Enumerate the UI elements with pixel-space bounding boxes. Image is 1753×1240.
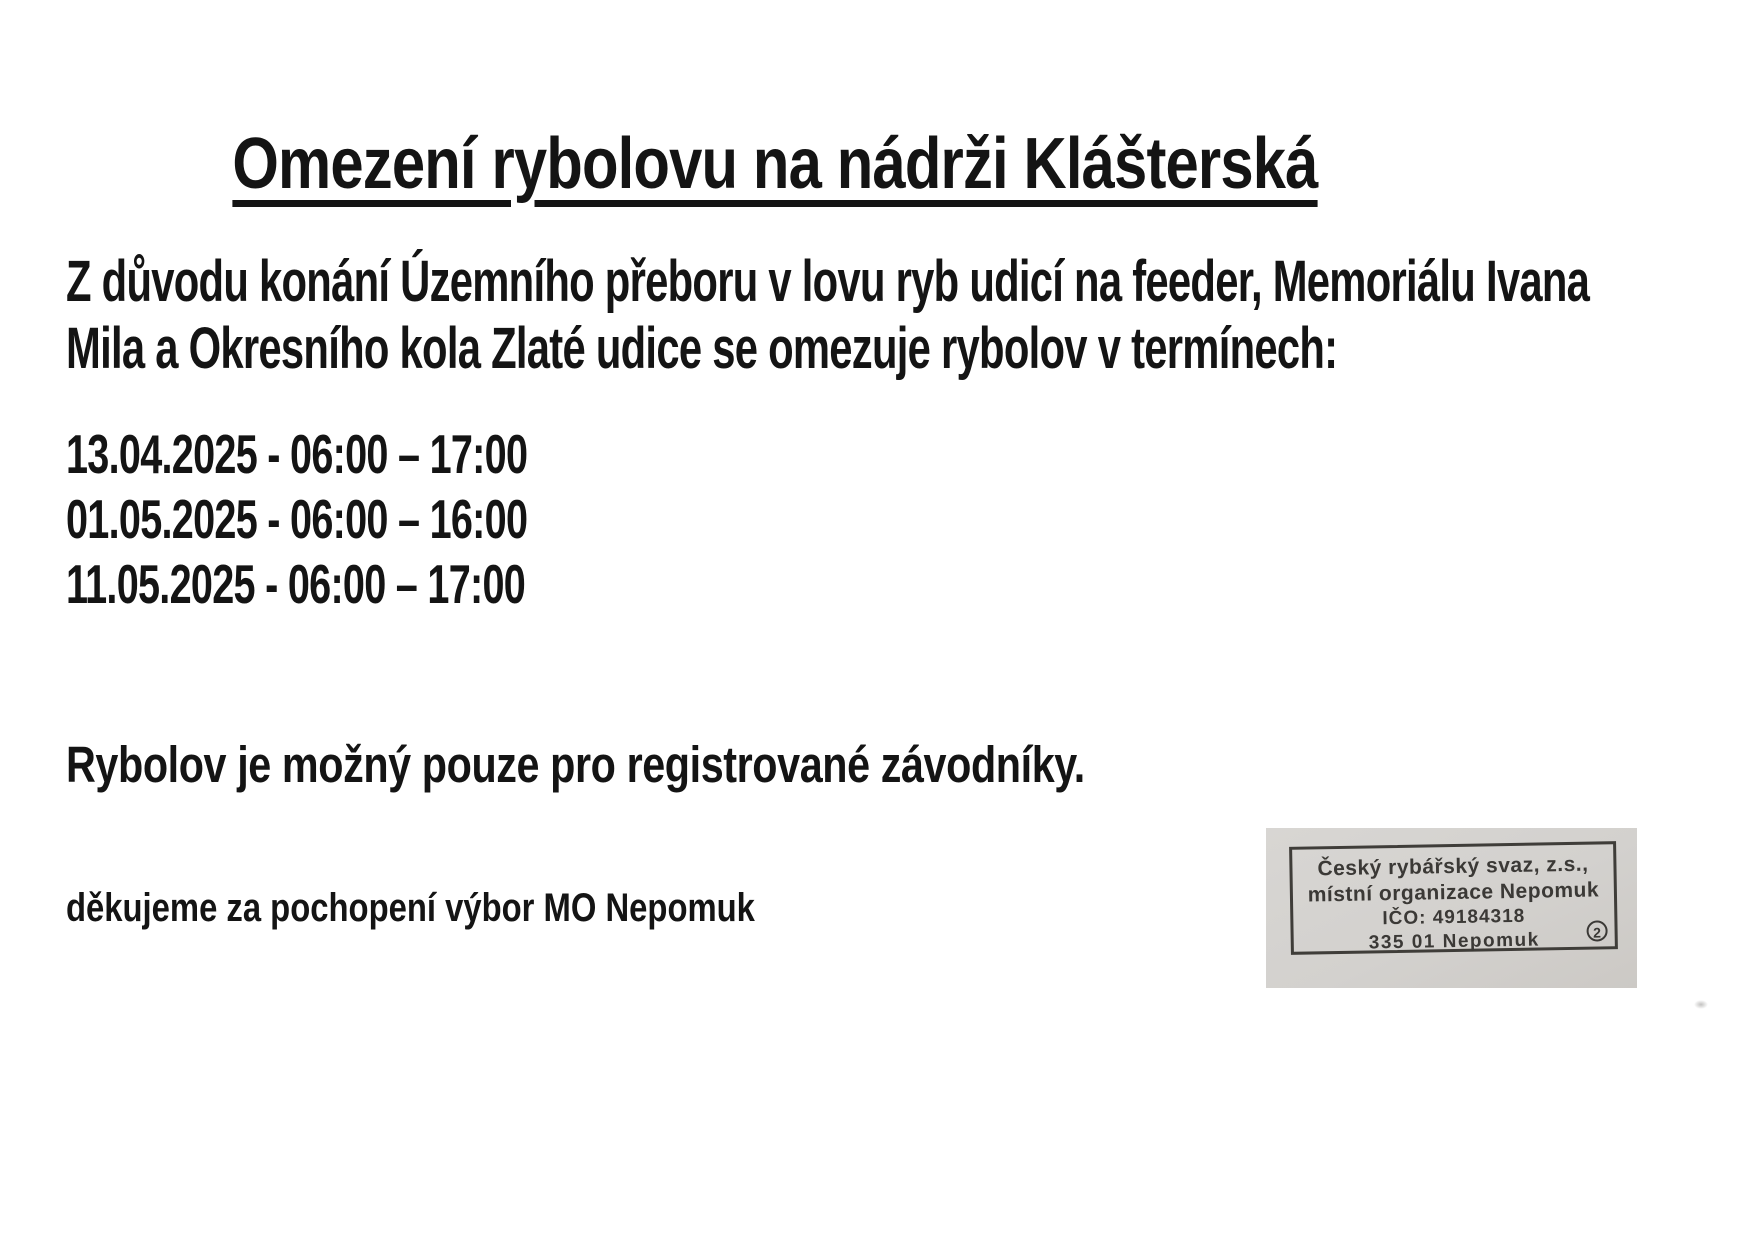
registration-note: Rybolov je možný pouze pro registrované závodníky. <box>66 736 1085 793</box>
stamp-badge-number: 2 <box>1586 920 1607 941</box>
intro-paragraph <box>66 248 1589 382</box>
restriction-date-row-1: 13.04.2025 - 06:00 – 17:00 <box>66 423 528 485</box>
stamp-address: 335 01 Nepomuk <box>1368 929 1540 954</box>
org-stamp <box>1289 841 1618 955</box>
stamp-photo <box>1266 828 1637 988</box>
stamp-org-name: Český rybářský svaz, z.s., <box>1317 852 1589 881</box>
restriction-date-row-2: 01.05.2025 - 06:00 – 16:00 <box>66 488 528 550</box>
page-title: Omezení rybolovu na nádrži Klášterská <box>232 124 1318 205</box>
restriction-dates-list <box>66 422 527 617</box>
restriction-date-row-3: 11.05.2025 - 06:00 – 17:00 <box>66 553 526 615</box>
stamp-ico: IČO: 49184318 <box>1382 905 1526 930</box>
closing-note: děkujeme za pochopení výbor MO Nepomuk <box>66 886 755 930</box>
stamp-org-branch: místní organizace Nepomuk <box>1307 878 1600 907</box>
intro-line-2: Mila a Okresního kola Zlaté udice se omezuje rybolov v termínech: <box>66 316 1338 381</box>
intro-line-1: Z důvodu konání Územního přeboru v lovu ryb udicí na feeder, Memoriálu Ivana <box>66 249 1590 314</box>
scan-smudge <box>1694 1000 1708 1009</box>
